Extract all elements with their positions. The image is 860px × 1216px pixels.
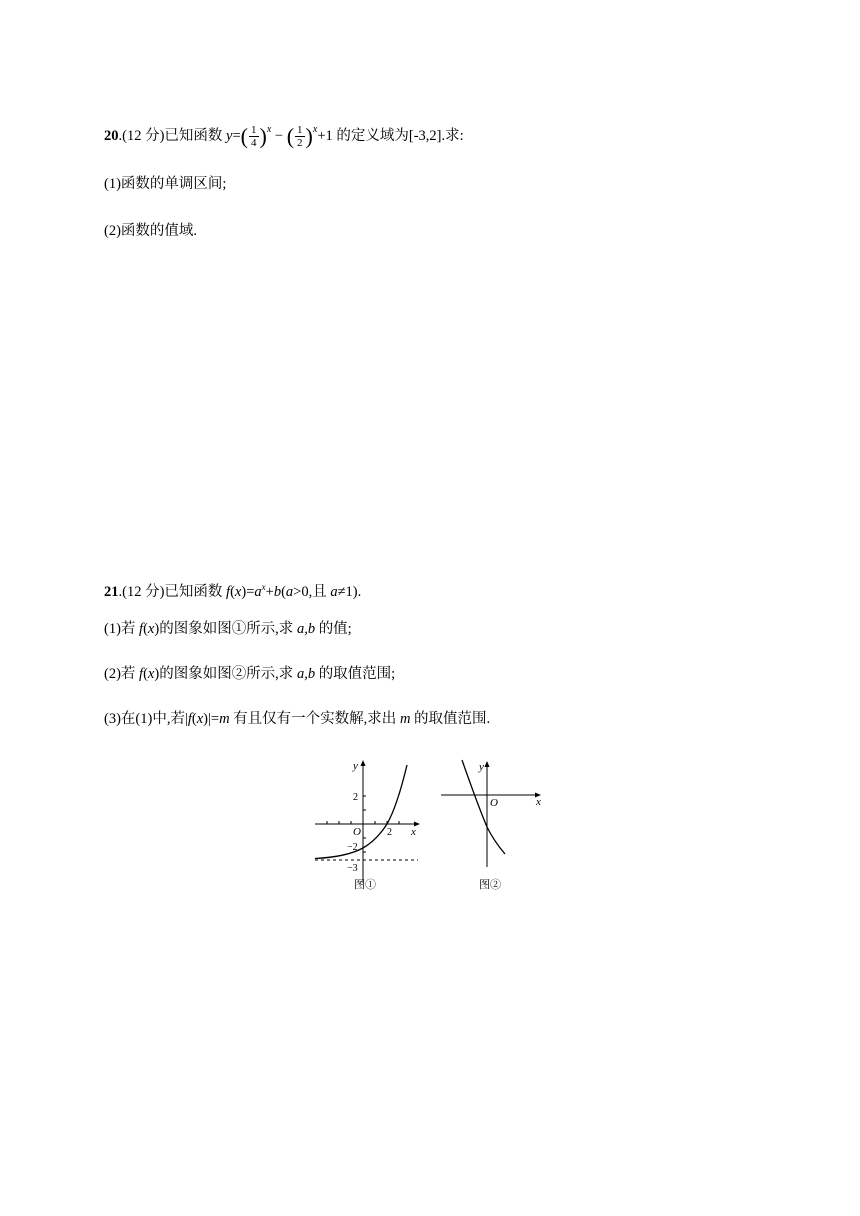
- q21-stem-f2: >0,且: [293, 584, 331, 600]
- q21-stem-g: ≠1).: [337, 584, 362, 600]
- q21-stem-x2: x: [261, 582, 266, 592]
- q21-p1-f: f: [139, 621, 144, 637]
- q20-fraction-2: [295, 124, 305, 149]
- fig1-y-arrow: [361, 760, 366, 766]
- q21-stem-x: x: [234, 584, 242, 600]
- q20-paren-open-2: (: [286, 123, 295, 149]
- q21-p1-c: )的图象如图①所示,求: [154, 621, 297, 637]
- q20-part2: (2)函数的值域.: [104, 223, 198, 239]
- q21-number: 21: [104, 584, 119, 600]
- q20-frac1-num: 1: [251, 124, 257, 137]
- fig1-origin: O: [353, 826, 361, 838]
- figure-2: [435, 755, 550, 895]
- fig1-tick-2x: 2: [387, 827, 392, 838]
- q21-p2-f: f: [139, 666, 144, 682]
- q21-p3-x: x: [196, 711, 204, 727]
- q21-part1: [104, 619, 352, 639]
- q21-p3-f: f: [187, 711, 192, 727]
- q21-p3-d: 有且仅有一个实数解,求出: [229, 711, 400, 727]
- q20-y: y: [226, 128, 233, 144]
- q21-stem-d: +: [265, 584, 274, 600]
- q21-p2-b: (: [143, 666, 148, 682]
- q20-exp-1: x: [266, 124, 272, 135]
- fig2-y-label: y: [479, 761, 484, 773]
- q21-stem-a3: a: [285, 584, 294, 600]
- q21-p1-x: x: [147, 621, 155, 637]
- fig1-caption: 图①: [354, 879, 376, 891]
- q21-p2-x: x: [147, 666, 155, 682]
- q21-p1-a: (1)若: [104, 621, 140, 637]
- q21-part2: [104, 664, 395, 684]
- q20-frac2-den: 2: [297, 137, 303, 150]
- q21-p3-a: (3)在(1)中,若|: [104, 711, 188, 727]
- q20-paren-close-1: ): [259, 123, 267, 149]
- q20-number: 20: [104, 128, 119, 144]
- q20-exp-2: x: [312, 124, 318, 135]
- q21-stem-a2: a: [254, 584, 262, 600]
- fig2-x-label: x: [536, 796, 541, 808]
- q20-paren-close-2: ): [305, 123, 313, 149]
- q20-eq: =: [232, 128, 241, 144]
- q20-frac2-num: 1: [297, 124, 303, 137]
- fig2-caption: 图②: [479, 879, 501, 891]
- q20-score: .(12 分)已知函数: [118, 128, 227, 144]
- q21-stem-c: )=: [241, 584, 255, 600]
- q21-part3: [104, 709, 490, 729]
- fig2-y-arrow: [485, 761, 490, 767]
- figure-1: [310, 755, 425, 895]
- q21-p1-ab: a,b: [296, 621, 316, 637]
- fig1-x-label: x: [411, 826, 416, 838]
- fig1-tick-neg3: −3: [347, 863, 358, 874]
- q21-stem-b2: b: [273, 584, 282, 600]
- q20-part1: (1)函数的单调区间;: [104, 176, 227, 192]
- q21-p3-m2: m: [399, 711, 411, 727]
- q21-p1-b: (: [143, 621, 148, 637]
- fig2-curve: [462, 760, 505, 854]
- q20-frac1-den: 4: [251, 137, 257, 150]
- q21-stem-a: .(12 分)已知函数: [118, 584, 227, 600]
- q20-minus: −: [271, 128, 287, 144]
- q21-p2-c: )的图象如图②所示,求: [154, 666, 297, 682]
- q21-p2-d: 的取值范围;: [315, 666, 396, 682]
- fig2-origin: O: [490, 797, 498, 809]
- q21-stem-b: (: [230, 584, 235, 600]
- q21-p2-ab: a,b: [296, 666, 316, 682]
- q21-p3-b: (: [191, 711, 197, 727]
- q21-stem-f: f: [226, 584, 231, 600]
- q20-tail: +1 的定义域为[-3,2].求:: [317, 128, 464, 144]
- fig1-y-label: y: [353, 760, 358, 772]
- q21-p3-c: )|=: [203, 711, 220, 727]
- fig1-tick-2y: 2: [353, 792, 358, 803]
- q21-p2-a: (2)若: [104, 666, 140, 682]
- q20-paren-open-1: (: [240, 123, 248, 149]
- q21-p1-d: 的值;: [315, 621, 352, 637]
- fig1-tick-neg2: −2: [347, 842, 358, 853]
- q21-stem-e: (: [281, 584, 286, 600]
- q21-stem-a4: a: [330, 584, 338, 600]
- q21-p3-e: 的取值范围.: [410, 711, 491, 727]
- q20-stem: [104, 120, 464, 149]
- fig1-curve: [315, 765, 407, 859]
- q21-p3-m: m: [219, 711, 230, 727]
- q20-fraction-1: [249, 124, 259, 149]
- q21-stem: [104, 577, 361, 602]
